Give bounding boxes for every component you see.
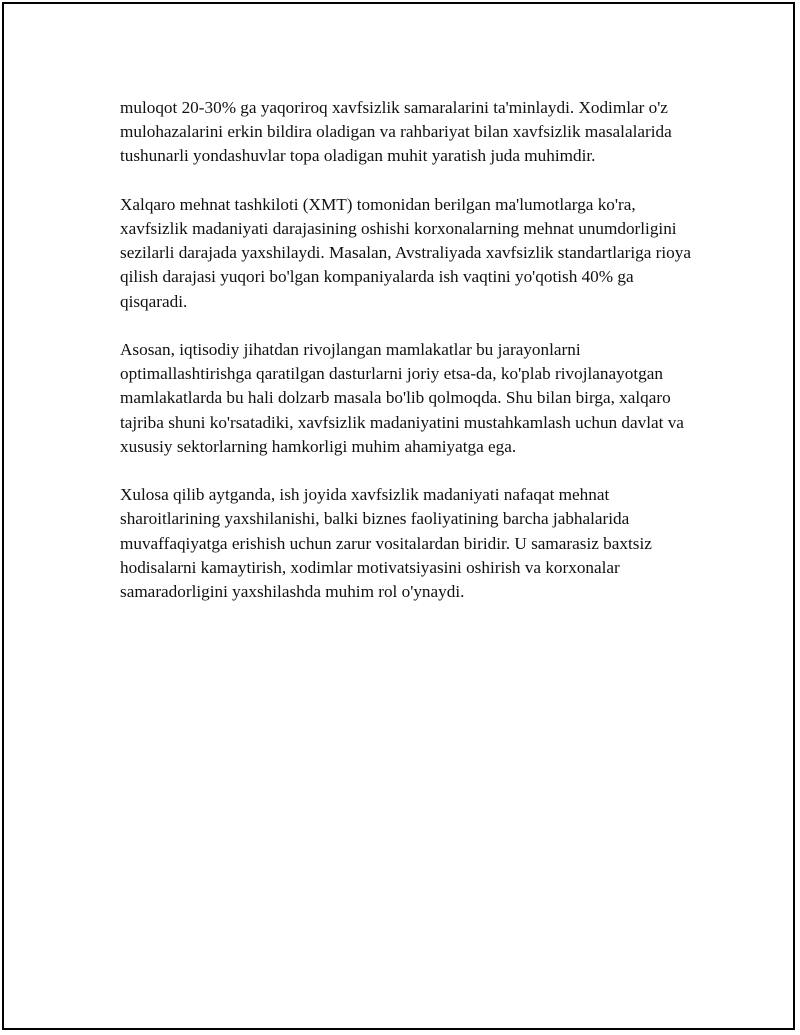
paragraph-2: Xalqaro mehnat tashkiloti (XMT) tomonidan berilgan ma'lumotlarga ko'ra, xavfsizlik madaniyati darajasining oshishi korxonalarning mehnat unumdorligini sezilarli darajada yaxshilaydi. Masalan, Avstraliyada xavfsizlik standartlariga rioya qilish darajasi yuqori bo'lgan kompaniyalarda ish vaqtini yo'qotish 40% ga qisqaradi. [120, 194, 691, 311]
paragraph-3: Asosan, iqtisodiy jihatdan rivojlangan mamlakatlar bu jarayonlarni optimallashtirishga qaratilgan dasturlarni joriy etsa-da, ko'plab rivojlanayotgan mamlakatlarda bu hali dolzarb masala bo'lib qolmoqda. Shu bilan birga, xalqaro tajriba shuni ko'rsatadiki, xavfsizlik madaniyatini mustahkamlash uchun davlat va xususiy sektorlarning hamkorligi muhim ahamiyatga ega. [120, 340, 684, 456]
paragraph-4: Xulosa qilib aytganda, ish joyida xavfsizlik madaniyati nafaqat mehnat sharoitlarining yaxshilanishi, balki biznes faoliyatining barcha jabhalarida muvaffaqiyatga erishish uchun zarur vositalardan biridir. U samarasiz baxtsiz hodisalarni kamaytirish, xodimlar motivatsiyasini oshirish va korxonalar samaradorligini yaxshilashda muhim rol o'ynaydi. [120, 485, 652, 602]
paragraph-1: muloqot 20-30% ga yaqoriroq xavfsizlik samaralarini ta'minlaydi. Xodimlar o'z mulohazalarini erkin bildira oladigan va rahbariyat bilan xavfsizlik masalalarida tushunarli yondashuvlar topa oladigan muhit yaratish juda muhimdir. [120, 98, 672, 166]
document-body [120, 96, 700, 628]
document-page [2, 2, 795, 1030]
